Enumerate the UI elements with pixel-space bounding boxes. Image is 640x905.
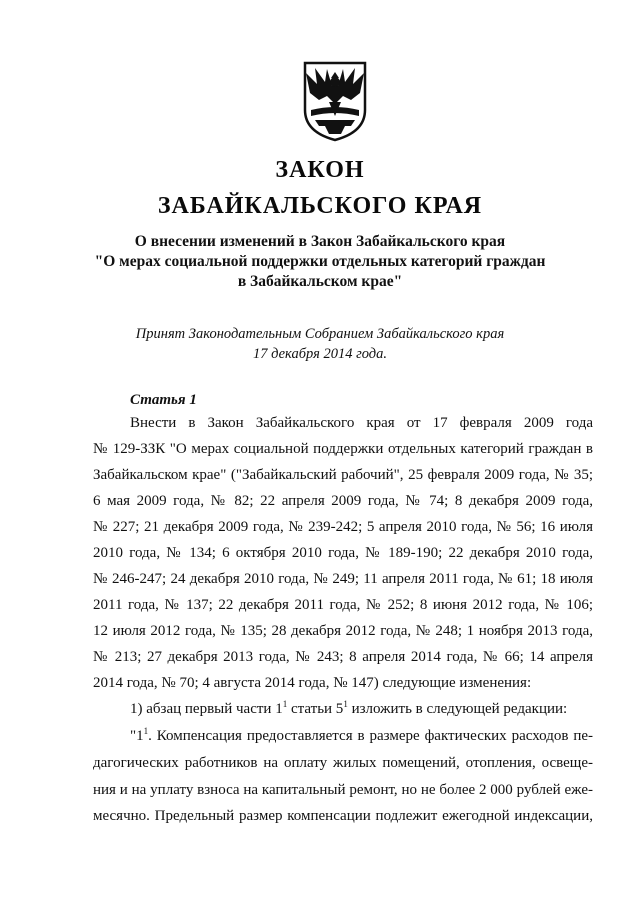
- law-subject-line-1: О внесении изменений в Закон Забайкальского края: [134, 233, 506, 250]
- superscript: 1: [343, 699, 348, 709]
- adoption-date: 17 декабря 2014 года.: [252, 346, 387, 362]
- coat-of-arms-emblem: [301, 60, 369, 142]
- amendment-text: изложить в следующей редакции:: [347, 701, 568, 717]
- amendment-item-1: [130, 699, 593, 719]
- quoted-text-line: месячно. Предельный размер компенсации подлежит ежегодной индексации,: [93, 808, 593, 824]
- amendment-text: 1) абзац первый части 1: [130, 701, 283, 717]
- body-line: Внести в Закон Забайкальского края от 17 февраля 2009 года: [130, 415, 593, 431]
- quoted-text-line: дагогических работников на оплату жилых помещений, отопления, освеще-: [93, 755, 593, 771]
- body-line: 2010 года, № 134; 6 октября 2010 года, № 189-190; 22 декабря 2010 года,: [93, 545, 593, 561]
- body-line: № 227; 21 декабря 2009 года, № 239-242; 5 апреля 2010 года, № 56; 16 июля: [93, 519, 593, 535]
- amendment-text: статьи 5: [287, 701, 344, 717]
- body-line: Забайкальском крае" ("Забайкальский рабочий", 25 февраля 2009 года, № 35;: [93, 467, 593, 483]
- quoted-text-line: ния и на уплату взноса на капитальный ремонт, но не более 2 000 рублей еже-: [93, 782, 593, 798]
- body-line: 2014 года, № 70; 4 августа 2014 года, № 147) следующие изменения:: [93, 675, 532, 691]
- article-heading: Статья 1: [130, 392, 197, 408]
- quoted-text-line: [130, 726, 593, 746]
- body-line: № 213; 27 декабря 2013 года, № 243; 8 апреля 2014 года, № 66; 14 апреля: [93, 649, 593, 665]
- law-title: ЗАКОН: [275, 157, 365, 183]
- quoted-text: . Компенсация предоставляется в размере фактических расходов пе-: [148, 728, 593, 744]
- body-line: 6 мая 2009 года, № 82; 22 апреля 2009 года, № 74; 8 декабря 2009 года,: [93, 493, 593, 509]
- body-line: 2011 года, № 137; 22 декабря 2011 года, № 252; 8 июня 2012 года, № 106;: [93, 597, 593, 613]
- law-subject-line-2: "О мерах социальной поддержки отдельных категорий граждан: [94, 253, 546, 270]
- law-region-title: ЗАБАЙКАЛЬСКОГО КРАЯ: [157, 193, 483, 219]
- body-line: № 246-247; 24 декабря 2010 года, № 249; 11 апреля 2011 года, № 61; 18 июля: [93, 571, 593, 587]
- superscript: 1: [143, 726, 149, 736]
- quoted-text: "1: [130, 728, 144, 744]
- adoption-note: Принят Законодательным Собранием Забайкальского края: [135, 326, 505, 342]
- law-subject-line-3: в Забайкальском крае": [237, 273, 403, 290]
- body-line: 12 июля 2012 года, № 135; 28 декабря 2012 года, № 248; 1 ноября 2013 года,: [93, 623, 593, 639]
- superscript: 1: [282, 699, 288, 709]
- body-line: № 129-ЗЗК "О мерах социальной поддержки отдельных категорий граждан в: [93, 441, 593, 457]
